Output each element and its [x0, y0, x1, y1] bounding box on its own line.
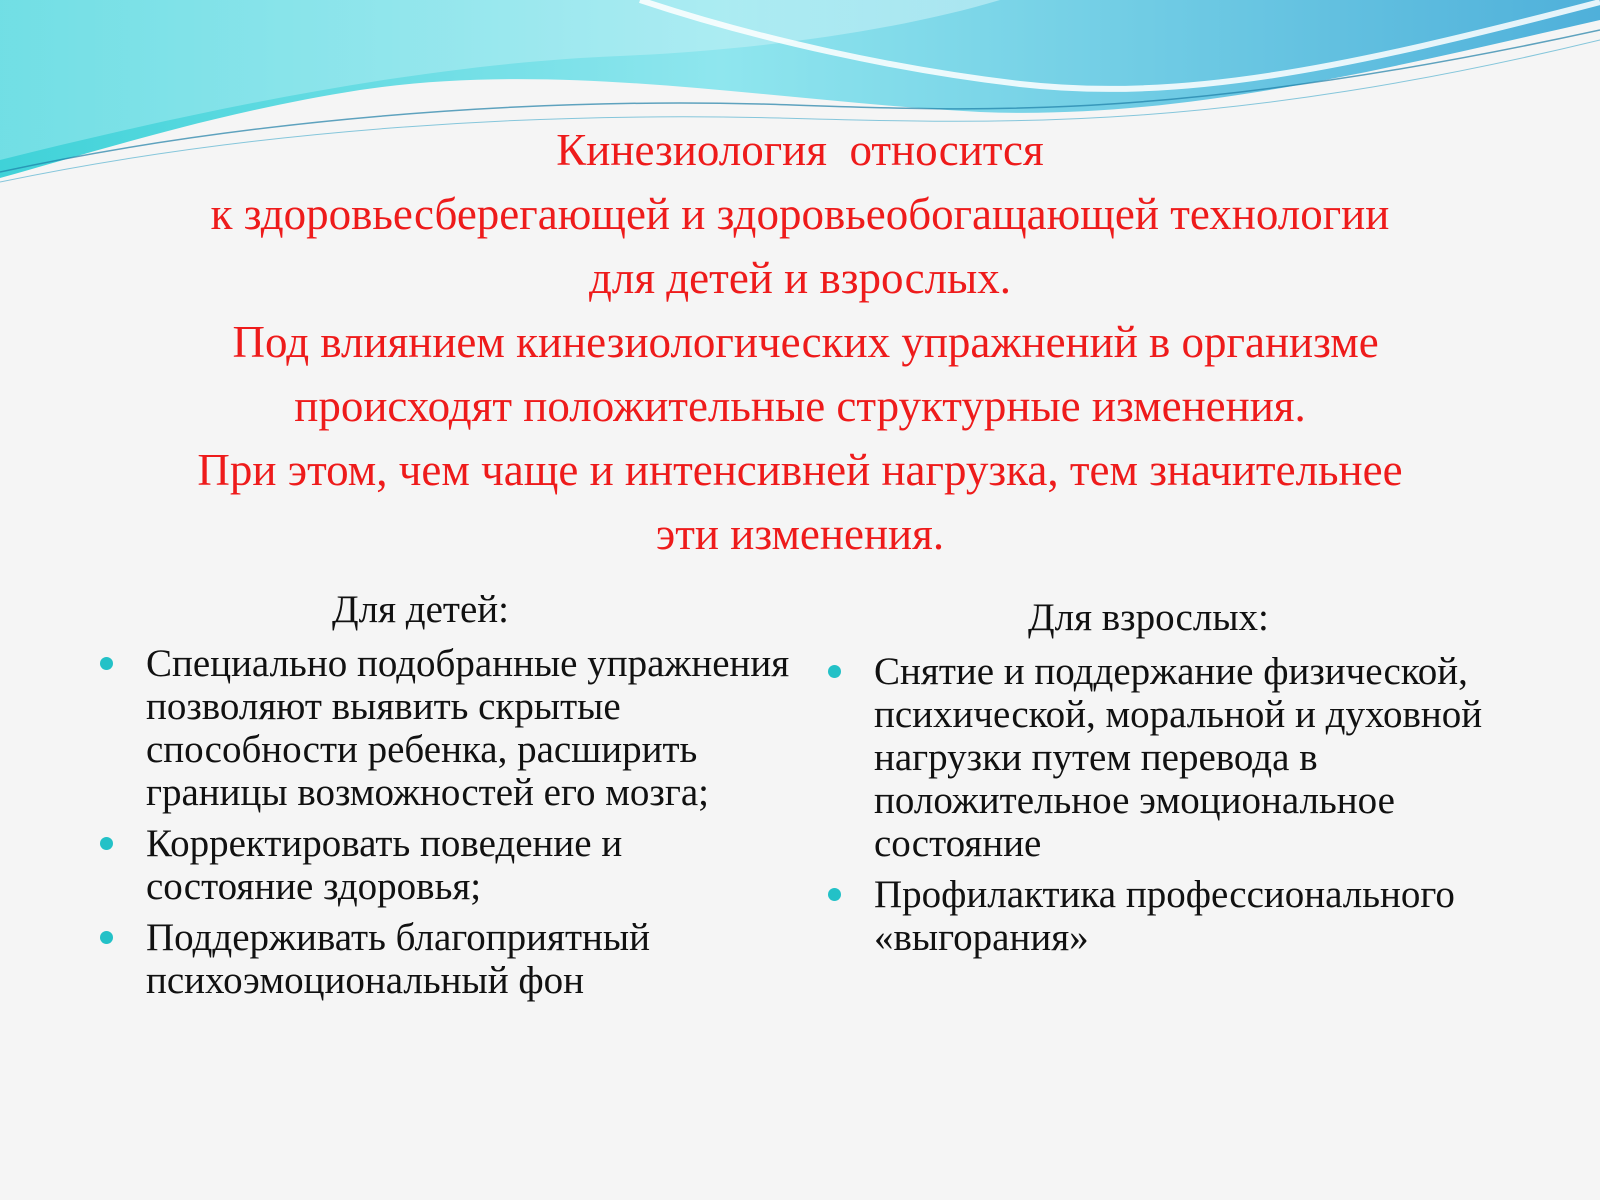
adults-column — [823, 594, 1523, 967]
list-item-text: Профилактика профессионального «выгорания» — [874, 873, 1455, 959]
list-item — [823, 650, 1523, 865]
title-line: Под влиянием кинезиологических упражнений в организме — [221, 317, 1379, 367]
bullet-dot-icon — [100, 657, 113, 670]
title-line: к здоровьесберегающей и здоровьеобогащающей технологии — [210, 189, 1390, 239]
bullet-dot-icon — [828, 665, 841, 678]
list-item-text: Снятие и поддержание физической, психической, моральной и духовной нагрузки путем перевода в положительное эмоциональное состояние — [874, 650, 1483, 865]
title-line: для детей и взрослых. — [588, 253, 1012, 303]
children-column — [95, 586, 795, 1010]
title-line: эти изменения. — [655, 509, 945, 559]
list-item — [95, 916, 795, 1002]
title-line: При этом, чем чаще и интенсивней нагрузка, тем значительнее — [197, 445, 1403, 495]
children-list — [95, 642, 795, 1002]
list-item — [95, 822, 795, 908]
slide-title — [60, 118, 1540, 566]
bullet-dot-icon — [828, 888, 841, 901]
list-item — [95, 642, 795, 814]
bullet-dot-icon — [100, 837, 113, 850]
children-heading: Для детей: — [332, 588, 509, 631]
list-item — [823, 873, 1523, 959]
title-line: Кинезиология относится — [556, 125, 1044, 175]
bullet-dot-icon — [100, 931, 113, 944]
list-item-text: Поддерживать благоприятный психоэмоциональный фон — [146, 916, 650, 1002]
list-item-text: Специально подобранные упражнения позволяют выявить скрытые способности ребенка, расширить границы возможностей его мозга; — [146, 642, 790, 814]
title-line: происходят положительные структурные изменения. — [294, 381, 1306, 431]
adults-heading: Для взрослых: — [1028, 596, 1269, 639]
list-item-text: Корректировать поведение и состояние здоровья; — [146, 822, 623, 908]
adults-list — [823, 650, 1523, 959]
